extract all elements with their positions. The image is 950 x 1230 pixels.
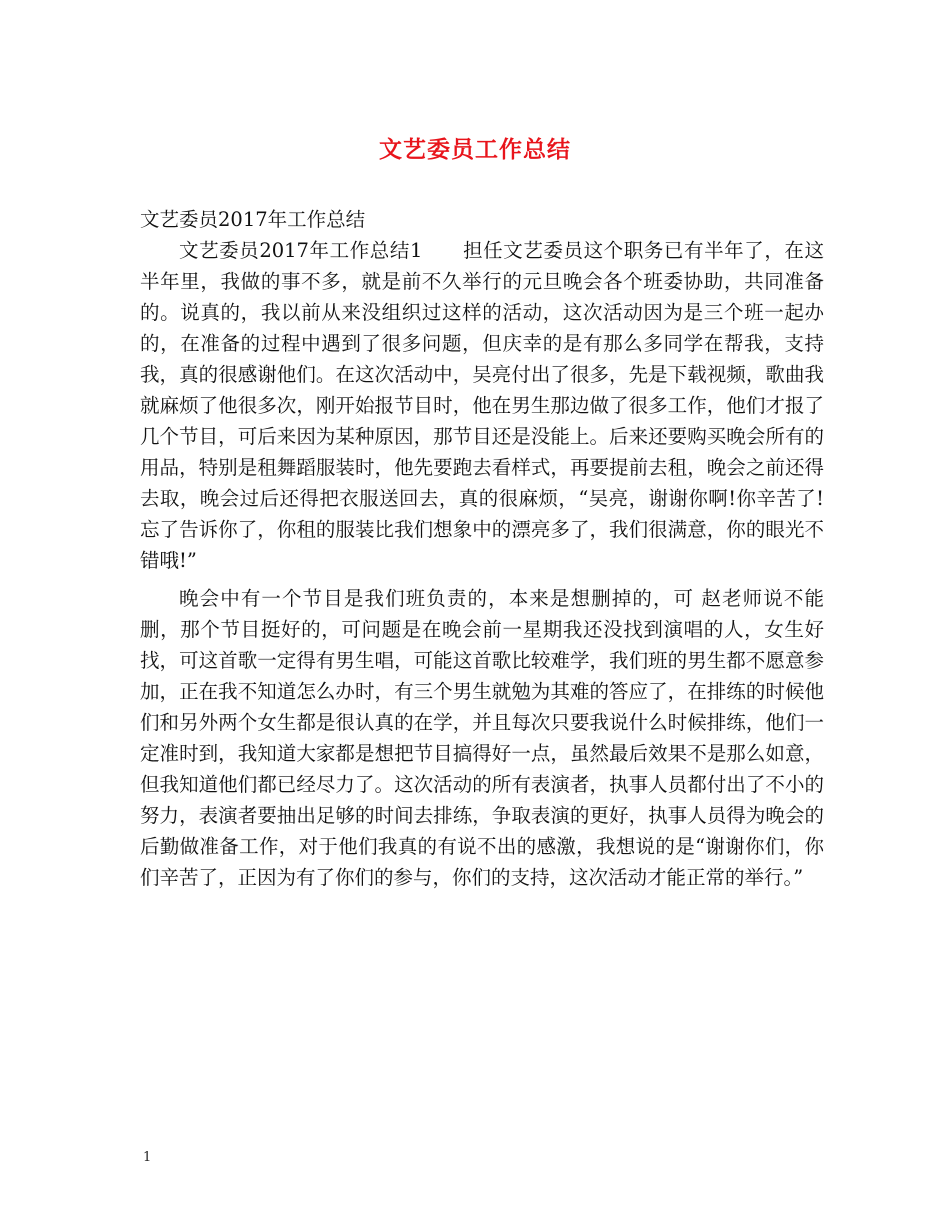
document-subtitle: 文艺委员2017年工作总结 bbox=[140, 208, 366, 231]
document-title: 文艺委员工作总结 bbox=[379, 136, 571, 163]
document-body bbox=[140, 204, 824, 893]
paragraph-1: 文艺委员2017年工作总结1 担任文艺委员这个职务已有半年了，在这半年里，我做的事不多，就是前不久举行的元旦晚会各个班委协助，共同准备的。说真的，我以前从来没组织过这样的活动，这次活动因为是三个班一起办的，在准备的过程中遇到了很多问题，但庆幸的是有那么多同学在帮我，支持我，真的很感谢他们。在这次活动中，吴亮付出了很多，先是下载视频，歌曲我就麻烦了他很多次，刚开始报节目时，他在男生那边做了很多工作，他们才报了几个节目，可后来因为某种原因，那节目还是没能上。后来还要购买晚会所有的用品，特别是租舞蹈服装时，他先要跑去看样式，再要提前去租，晚会之前还得去取，晚会过后还得把衣服送回去，真的很麻烦，“吴亮，谢谢你啊!你辛苦了!忘了告诉你了，你租的服装比我们想象中的漂亮多了，我们很满意，你的眼光不错哦!” bbox=[140, 239, 824, 572]
paragraph-2: 晚会中有一个节目是我们班负责的，本来是想删掉的，可 赵老师说不能删，那个节目挺好的，可问题是在晚会前一星期我还没找到演唱的人，女生好找，可这首歌一定得有男生唱，可能这首歌比较难学，我们班的男生都不愿意参加，正在我不知道怎么办时，有三个男生就勉为其难的答应了，在排练的时候他们和另外两个女生都是很认真的在学，并且每次只要我说什么时候排练，他们一定准时到，我知道大家都是想把节目搞得好一点，虽然最后效果不是那么如意，但我知道他们都已经尽力了。这次活动的所有表演者，执事人员都付出了不小的努力，表演者要抽出足够的时间去排练，争取表演的更好，执事人员得为晚会的后勤做准备工作，对于他们我真的有说不出的感激，我想说的是“谢谢你们，你们辛苦了，正因为有了你们的参与，你们的支持，这次活动才能正常的举行。” bbox=[140, 587, 824, 889]
page-number: 1 bbox=[143, 1150, 152, 1165]
